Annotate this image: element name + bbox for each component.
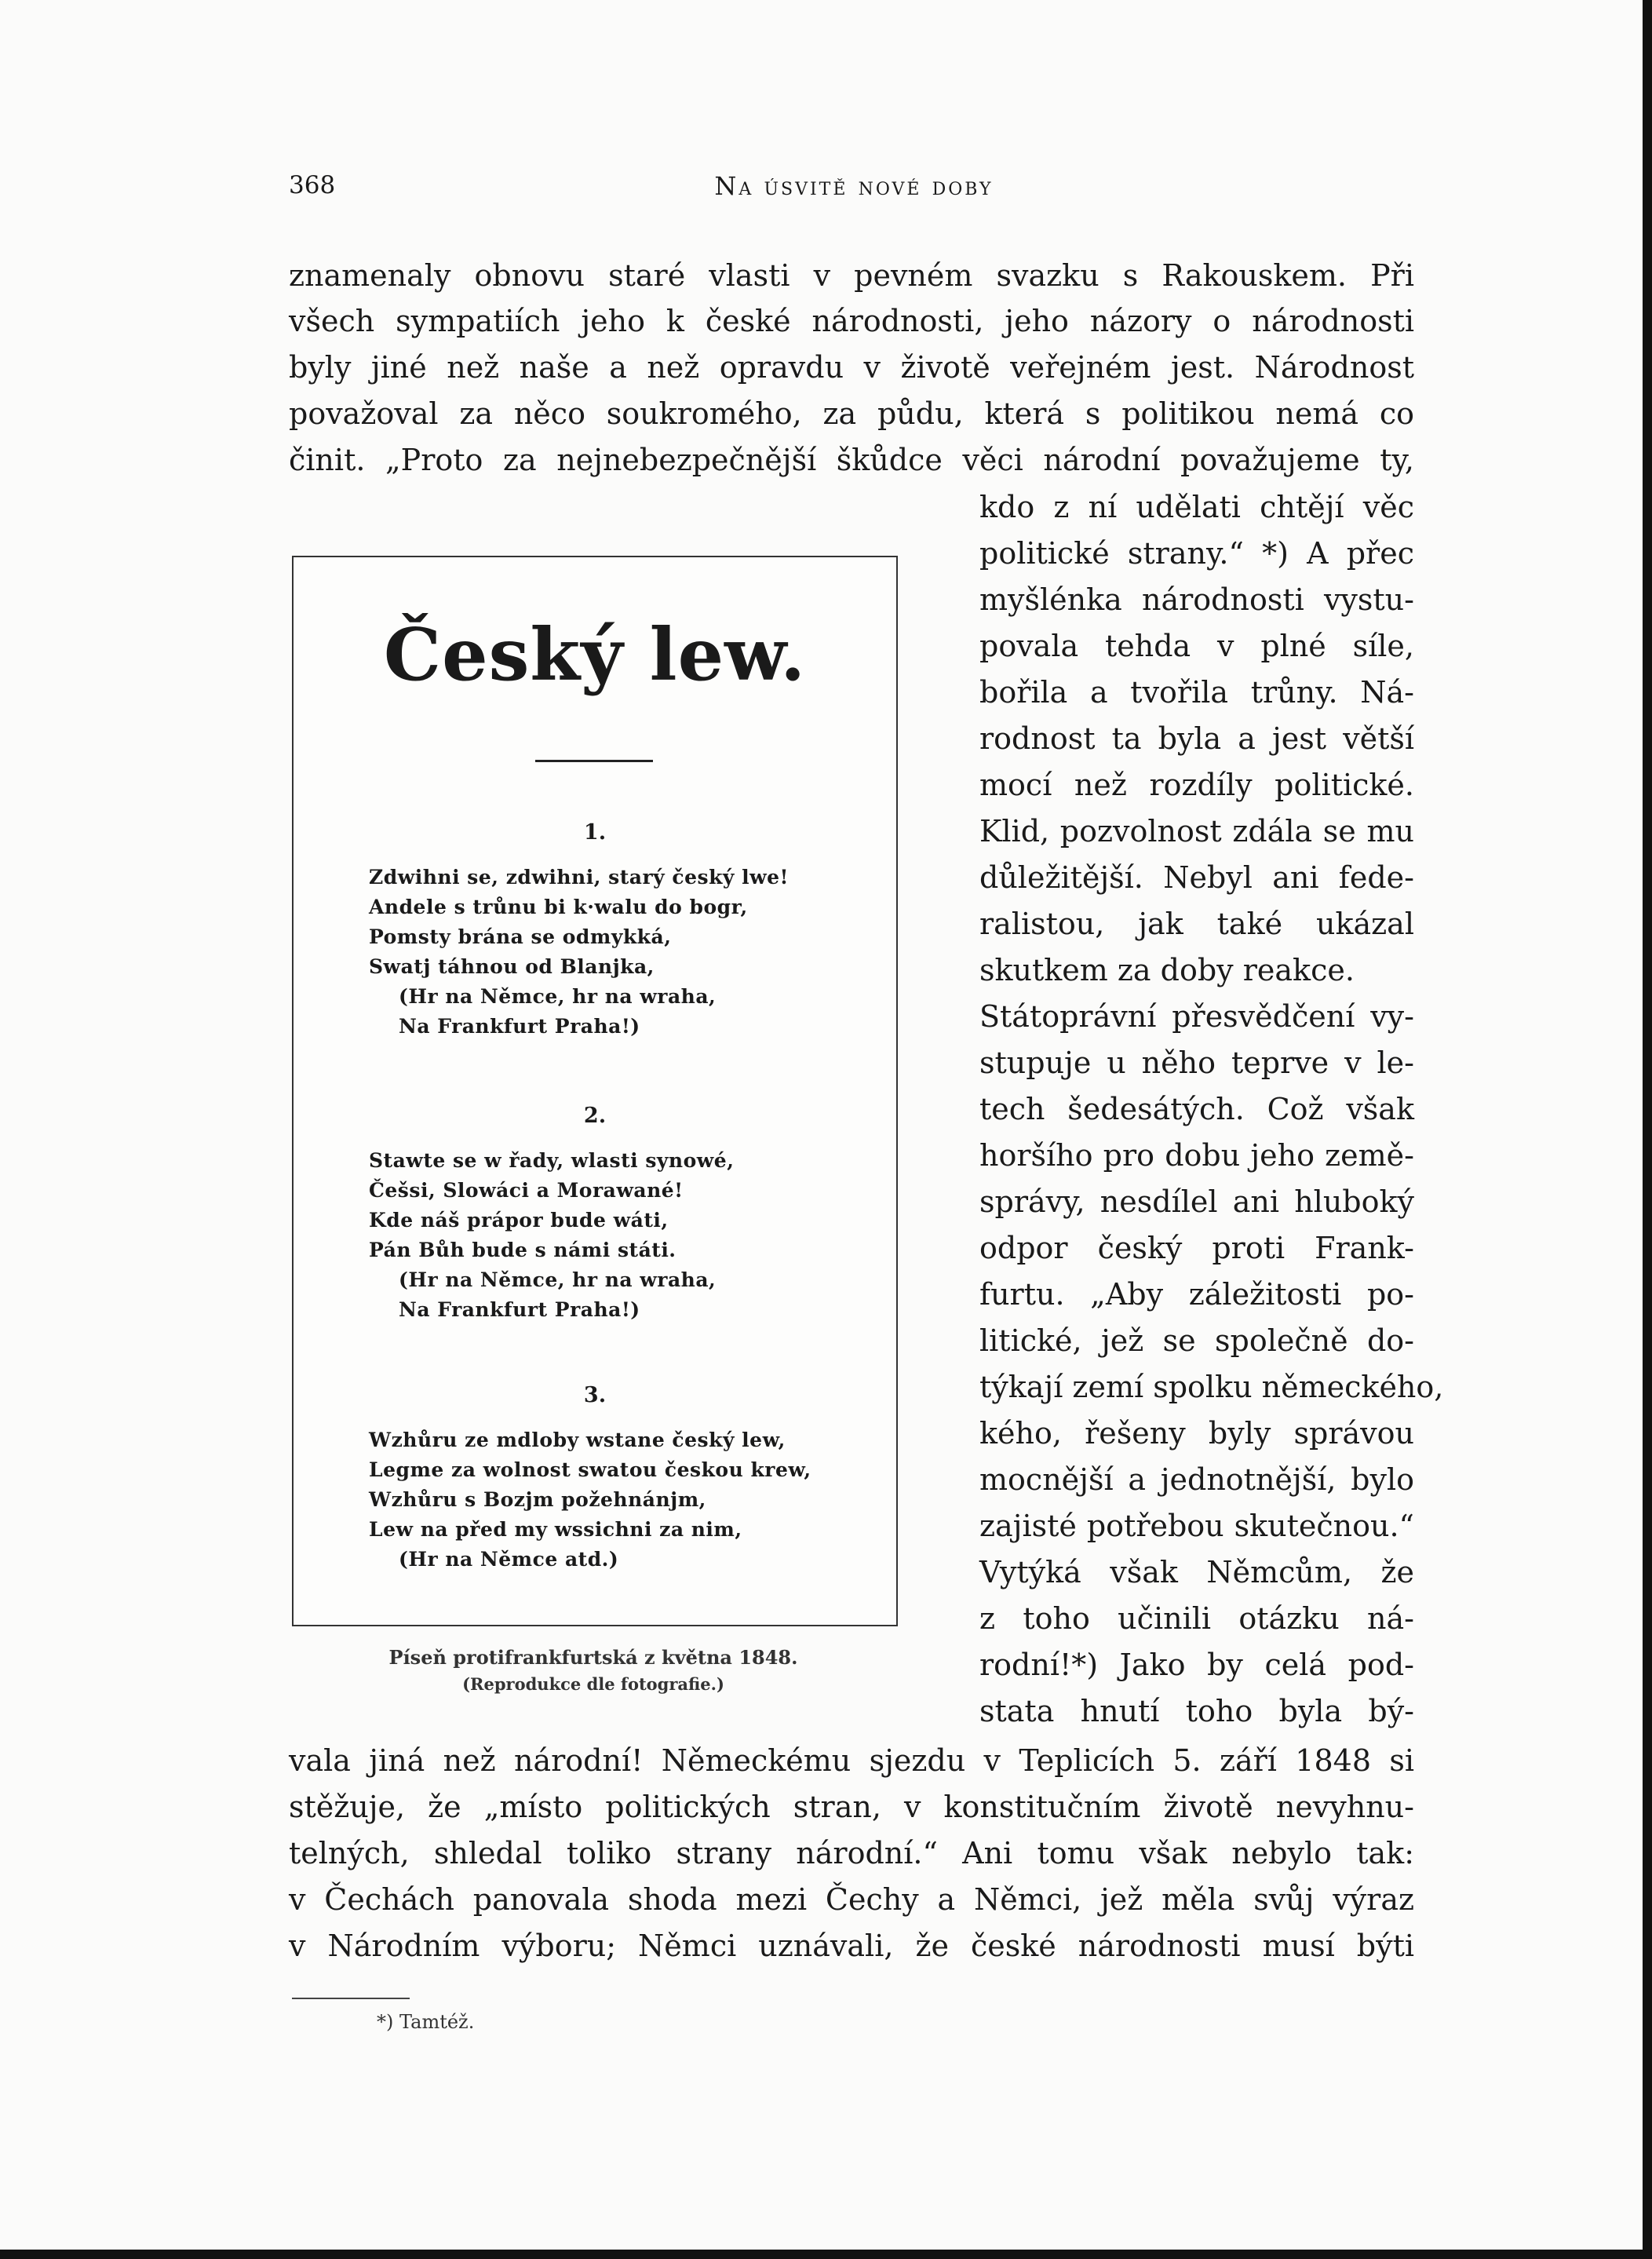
scan-border-bottom bbox=[0, 2250, 1652, 2259]
column-line: zajisté potřebou skutečnou.“ bbox=[979, 1509, 1414, 1543]
column-line: kdo z ní udělati chtějí věc bbox=[979, 490, 1414, 524]
verse-line: Legme za wolnost swatou českou krew, bbox=[369, 1458, 811, 1481]
column-line: stupuje u něho teprve v le- bbox=[979, 1046, 1414, 1080]
column-line: horšího pro dobu jeho země- bbox=[979, 1138, 1414, 1173]
column-line: stata hnutí toho byla bý- bbox=[979, 1694, 1414, 1728]
verse-line: Kde náš prápor bude wáti, bbox=[369, 1209, 669, 1232]
verse-line: Wzhůru s Bozjm požehnánjm, bbox=[369, 1488, 706, 1511]
footnote-divider bbox=[292, 1998, 410, 1999]
text-line: vala jiná než národní! Německému sjezdu v Teplicích 5. září 1848 si bbox=[289, 1743, 1414, 1778]
verse-line: Swatj táhnou od Blanjka, bbox=[369, 955, 655, 978]
column-line: ralistou, jak také ukázal bbox=[979, 907, 1414, 941]
text-line: telných, shledal toliko strany národní.“ Ani tomu však nebylo tak: bbox=[289, 1836, 1414, 1870]
scan-border-right bbox=[1643, 0, 1652, 2259]
column-line: litické, jež se společně do- bbox=[979, 1323, 1414, 1358]
verse-line: Lew na před my wssichni za nim, bbox=[369, 1518, 742, 1541]
refrain-line: (Hr na Němce, hr na wraha, bbox=[399, 985, 717, 1008]
refrain-line: Na Frankfurt Praha!) bbox=[399, 1015, 640, 1038]
refrain-line: Na Frankfurt Praha!) bbox=[399, 1298, 640, 1321]
song-sheet-figure bbox=[292, 556, 898, 1626]
title-divider bbox=[535, 760, 653, 762]
verse-line: Pomsty brána se odmykká, bbox=[369, 925, 672, 948]
column-line: kého, řešeny byly správou bbox=[979, 1416, 1414, 1451]
column-line: rodnost ta byla a jest větší bbox=[979, 721, 1414, 756]
stanza-number: 2. bbox=[583, 1104, 607, 1128]
refrain-line: (Hr na Němce atd.) bbox=[399, 1548, 619, 1571]
verse-line: Wzhůru ze mdloby wstane český lew, bbox=[369, 1429, 786, 1451]
text-line: v Národním výboru; Němci uznávali, že české národnosti musí býti bbox=[289, 1929, 1414, 1963]
verse-line: Pán Bůh bude s námi státi. bbox=[369, 1239, 676, 1261]
refrain-line: (Hr na Němce, hr na wraha, bbox=[399, 1268, 717, 1291]
column-line: odpor český proti Frank- bbox=[979, 1231, 1414, 1265]
column-line: rodní!*) Jako by celá pod- bbox=[979, 1648, 1414, 1682]
page-number: 368 bbox=[289, 171, 336, 199]
stanza-number: 3. bbox=[583, 1383, 607, 1407]
column-line: tech šedesátých. Což však bbox=[979, 1092, 1414, 1126]
column-line: skutkem za doby reakce. bbox=[979, 953, 1355, 987]
footnote: *) Tamtéž. bbox=[377, 2011, 475, 2033]
column-line: myšlénka národnosti vystu- bbox=[979, 582, 1414, 617]
column-line: mocí než rozdíly politické. bbox=[979, 768, 1414, 802]
text-line: byly jiné než naše a než opravdu v životě veřejném jest. Národnost bbox=[289, 350, 1414, 385]
column-line: Klid, pozvolnost zdála se mu bbox=[979, 814, 1414, 848]
text-line: činit. „Proto za nejnebezpečnější škůdce věci národní považujeme ty, bbox=[289, 443, 1414, 477]
verse-line: Stawte se w řady, wlasti synowé, bbox=[369, 1149, 735, 1172]
running-title: Na úsvitě nové doby bbox=[714, 171, 994, 201]
column-line: z toho učinili otázku ná- bbox=[979, 1601, 1414, 1636]
figure-caption-note: (Reprodukce dle fotografie.) bbox=[462, 1674, 724, 1694]
column-line: bořila a tvořila trůny. Ná- bbox=[979, 675, 1414, 710]
text-line: považoval za něco soukromého, za půdu, která s politikou nemá co bbox=[289, 396, 1414, 431]
stanza-number: 1. bbox=[583, 820, 607, 845]
verse-line: Češsi, Slowáci a Morawané! bbox=[369, 1179, 684, 1202]
verse-line: Zdwihni se, zdwihni, starý český lwe! bbox=[369, 866, 790, 889]
column-line: důležitější. Nebyl ani fede- bbox=[979, 860, 1414, 895]
column-line: mocnější a jednotnější, bylo bbox=[979, 1462, 1414, 1497]
song-title: Český lew. bbox=[383, 612, 807, 697]
column-line: politické strany.“ *) A přec bbox=[979, 536, 1414, 571]
column-line: furtu. „Aby záležitosti po- bbox=[979, 1277, 1414, 1312]
text-line: v Čechách panovala shoda mezi Čechy a Němci, jež měla svůj výraz bbox=[289, 1882, 1414, 1917]
column-line: týkají zemí spolku německého, bbox=[979, 1370, 1444, 1404]
column-line: povala tehda v plné síle, bbox=[979, 629, 1414, 663]
text-line: všech sympatiích jeho k české národnosti, jeho názory o národnosti bbox=[289, 304, 1414, 338]
page-header bbox=[289, 171, 1419, 210]
verse-line: Andele s trůnu bi k·walu do bogr, bbox=[369, 896, 748, 918]
column-line: Vytýká však Němcům, že bbox=[979, 1555, 1414, 1589]
column-line: správy, nesdílel ani hluboký bbox=[979, 1184, 1414, 1219]
figure-caption: Píseň protifrankfurtská z května 1848. bbox=[388, 1646, 798, 1669]
text-line: stěžuje, že „místo politických stran, v konstitučním životě nevyhnu- bbox=[289, 1790, 1414, 1824]
text-line: znamenaly obnovu staré vlasti v pevném svazku s Rakouskem. Při bbox=[289, 258, 1414, 293]
column-line: Státoprávní přesvědčení vy- bbox=[979, 999, 1414, 1034]
